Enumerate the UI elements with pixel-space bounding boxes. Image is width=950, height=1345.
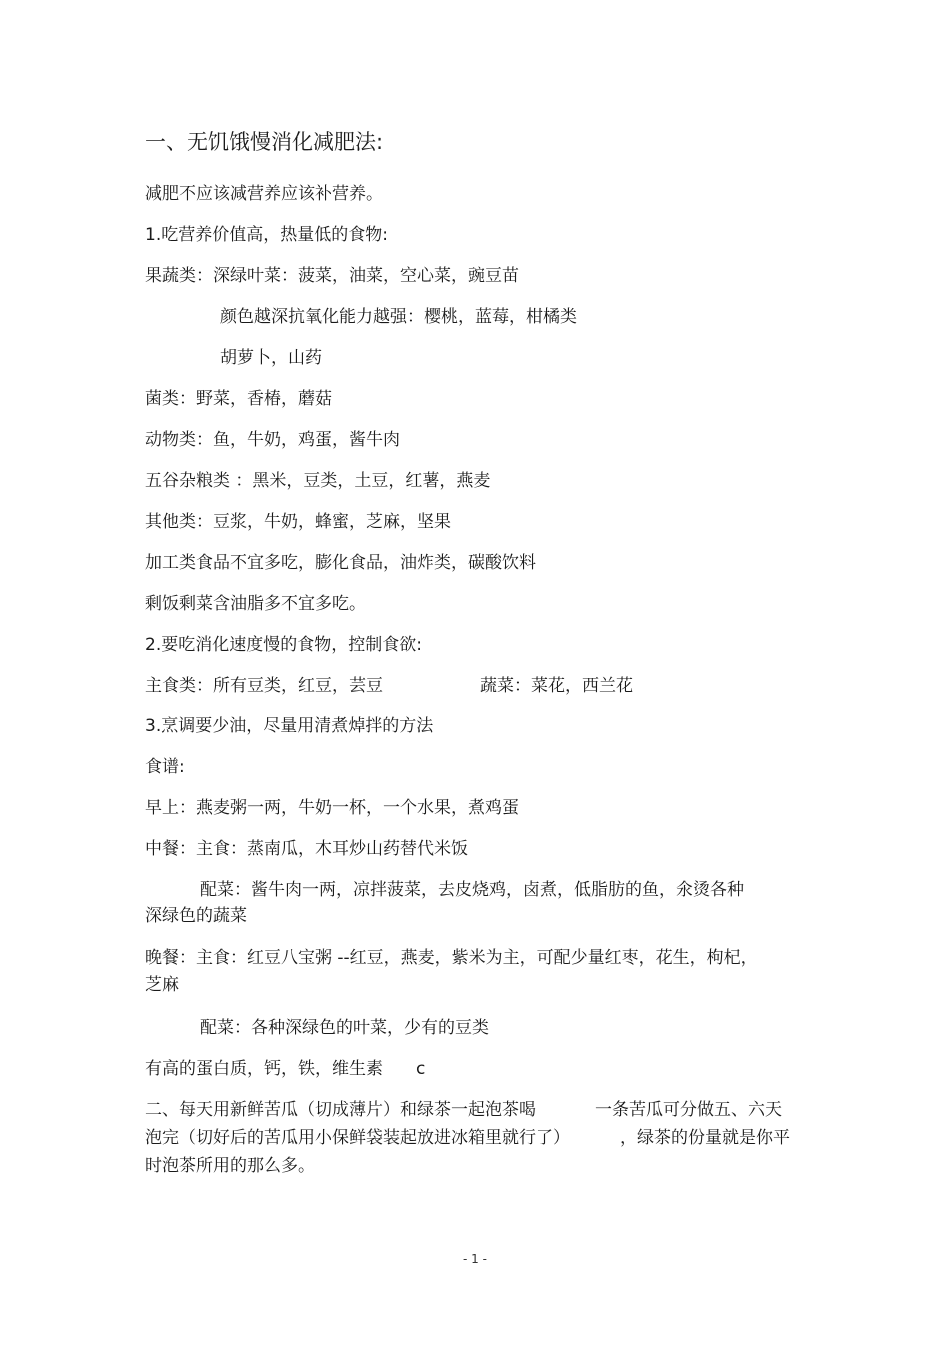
part2-line-3: 时泡茶所用的那么多。 — [145, 1156, 315, 1176]
part2-line-2a: 泡完（切好后的苦瓜用小保鲜袋装起放进冰箱里就行了） — [145, 1128, 570, 1148]
others-line: 其他类：豆浆，牛奶，蜂蜜，芝麻，坚果 — [145, 512, 451, 532]
intro-line: 减肥不应该减营养应该补营养。 — [145, 184, 383, 204]
lunch-side-line-2: 深绿色的蔬菜 — [145, 906, 247, 926]
section-title: 一、无饥饿慢消化减肥法: — [145, 130, 384, 154]
lunch-main-line: 中餐：主食：蒸南瓜，木耳炒山药替代米饭 — [145, 839, 468, 859]
grains-line: 五谷杂粮类 ：黑米，豆类，土豆，红薯，燕麦 — [145, 471, 491, 491]
leftovers-line: 剩饭剩菜含油脂多不宜多吃。 — [145, 594, 366, 614]
part2-line-2b: ，绿茶的份量就是你平 — [620, 1128, 790, 1148]
section-2-heading: 2.要吃消化速度慢的食物，控制食欲: — [145, 635, 422, 655]
breakfast-line: 早上：燕麦粥一两，牛奶一杯，一个水果，煮鸡蛋 — [145, 798, 519, 818]
dinner-side-line: 配菜：各种深绿色的叶菜，少有的豆类 — [200, 1018, 489, 1038]
animal-line: 动物类：鱼，牛奶，鸡蛋，酱牛肉 — [145, 430, 400, 450]
part2-line-1b: 一条苦瓜可分做五、六天 — [595, 1100, 782, 1120]
fruitveg-line-2: 颜色越深抗氧化能力越强：樱桃，蓝莓，柑橘类 — [220, 307, 577, 327]
fruitveg-item-1: 深绿叶菜：菠菜，油菜，空心菜，豌豆苗 — [213, 266, 519, 286]
protein-text: 有高的蛋白质，钙，铁，维生素 — [145, 1059, 383, 1079]
dinner-main-line-2: 芝麻 — [145, 975, 179, 995]
section-1-heading: 1.吃营养价值高，热量低的食物: — [145, 225, 388, 245]
fruitveg-line-1 — [145, 264, 519, 288]
page-number: - 1 - — [463, 1252, 487, 1266]
fruitveg-line-3: 胡萝卜，山药 — [220, 348, 322, 368]
processed-line: 加工类食品不宜多吃，膨化食品，油炸类，碳酸饮料 — [145, 553, 536, 573]
part2-line-1a: 二、每天用新鲜苦瓜（切成薄片）和绿茶一起泡茶喝 — [145, 1100, 536, 1120]
fungi-line: 菌类：野菜，香椿，蘑菇 — [145, 389, 332, 409]
vitamin-c-text: c — [416, 1059, 426, 1079]
fruitveg-label: 果蔬类： — [145, 266, 213, 286]
staple-text: 主食类：所有豆类，红豆，芸豆 — [145, 676, 383, 696]
dinner-main-line: 晚餐：主食：红豆八宝粥 --红豆，燕麦，紫米为主，可配少量红枣，花生，枸杞， — [145, 948, 758, 968]
section-3-heading: 3.烹调要少油，尽量用清煮焯拌的方法 — [145, 716, 434, 736]
lunch-side-line: 配菜：酱牛肉一两，凉拌菠菜，去皮烧鸡，卤煮，低脂肪的鱼，氽烫各种 — [200, 880, 744, 900]
veg-text: 蔬菜：菜花，西兰花 — [480, 676, 633, 696]
recipe-heading: 食谱: — [145, 757, 185, 777]
